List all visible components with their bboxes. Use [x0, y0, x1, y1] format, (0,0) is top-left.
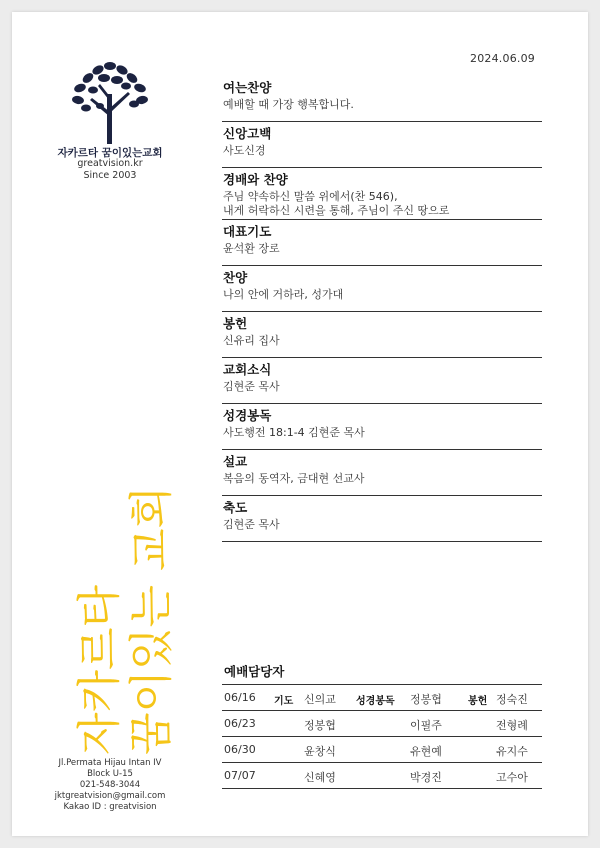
order-item-content: 나의 안에 거하라, 성가대: [223, 288, 344, 301]
duty-reading: 박경진: [410, 771, 442, 784]
duty-date: 06/16: [224, 691, 256, 704]
vertical-title-line1: 자카르타: [74, 584, 125, 755]
order-item: [222, 496, 542, 542]
order-item-title: 경배와 찬양: [223, 172, 288, 187]
order-item-title: 설교: [223, 454, 248, 469]
order-item-content: [223, 190, 449, 218]
duty-prayer: 신혜영: [304, 771, 336, 784]
order-item: [222, 404, 542, 450]
order-item-content: 예배할 때 가장 행복합니다.: [223, 98, 354, 111]
duty-date: 06/30: [224, 743, 256, 756]
duty-row: [222, 685, 542, 711]
duty-date: 06/23: [224, 717, 256, 730]
duty-prayer: 정봉협: [304, 719, 336, 732]
tree-logo-icon: [60, 56, 160, 146]
duty-offering: 전형례: [496, 719, 528, 732]
order-item-content: 복음의 동역자, 금대현 선교사: [223, 472, 365, 485]
order-item-content: 신유리 집사: [223, 334, 280, 347]
prayer-label: 기도: [274, 696, 294, 707]
order-item-title: 성경봉독: [223, 408, 272, 423]
order-item-title: 봉헌: [223, 316, 248, 331]
duty-offering: 고수아: [496, 771, 528, 784]
order-item-content: 윤석환 장로: [223, 242, 280, 255]
duty-reading: 정봉협: [410, 693, 442, 706]
order-item-title: 신앙고백: [223, 126, 272, 141]
kakao-id: Kakao ID : greatvision: [63, 802, 157, 812]
order-item-line: 주님 약속하신 말씀 위에서(찬 546),: [223, 190, 398, 203]
order-item-title: 대표기도: [223, 224, 272, 239]
duty-row: [222, 711, 542, 737]
order-item-title: 교회소식: [223, 362, 272, 377]
bulletin-date: 2024.06.09: [470, 52, 535, 65]
order-item: [222, 266, 542, 312]
duty-section-title: 예배담당자: [224, 664, 285, 679]
church-website: greatvision.kr: [77, 158, 143, 169]
email-address: jktgreatvision@gmail.com: [54, 791, 166, 801]
church-address: [40, 758, 180, 813]
offering-label: 봉헌: [468, 696, 488, 707]
order-item: [222, 312, 542, 358]
duty-date: 07/07: [224, 769, 256, 782]
vertical-title-line2: 꿈이있는 교회: [126, 485, 177, 755]
address-line1: Jl.Permata Hijau Intan IV: [58, 758, 162, 768]
reading-label: 성경봉독: [356, 696, 395, 707]
worship-order: [222, 76, 542, 542]
vertical-church-title: [70, 425, 177, 755]
order-item-title: 축도: [223, 500, 248, 515]
duty-reading: 이필주: [410, 719, 442, 732]
order-item-title: 여는찬양: [223, 80, 272, 95]
duty-offering: 유지수: [496, 745, 528, 758]
order-item-line: 내게 허락하신 시련을 통해, 주님이 주신 땅으로: [223, 204, 450, 217]
address-line2: Block U-15: [87, 769, 133, 779]
duty-prayer: 윤창식: [304, 745, 336, 758]
order-item: [222, 450, 542, 496]
order-item-content: 김현준 목사: [223, 380, 280, 393]
order-item-content: 사도신경: [223, 144, 266, 157]
order-item: [222, 168, 542, 220]
church-info: [40, 158, 180, 182]
duty-row: [222, 763, 542, 789]
order-item: [222, 122, 542, 168]
church-since: Since 2003: [83, 170, 137, 181]
order-item: [222, 220, 542, 266]
duty-offering: 정숙진: [496, 693, 528, 706]
order-item-content: 사도행전 18:1-4 김현준 목사: [223, 426, 365, 439]
church-name: 자카르타 꿈이있는교회: [57, 147, 163, 159]
order-item-content: 김현준 목사: [223, 518, 280, 531]
duty-table: [222, 684, 542, 789]
duty-row: [222, 737, 542, 763]
order-item-title: 찬양: [223, 270, 248, 285]
duty-prayer: 신의교: [304, 693, 336, 706]
order-item: [222, 76, 542, 122]
duty-reading: 유현예: [410, 745, 442, 758]
order-item: [222, 358, 542, 404]
phone-number: 021-548-3044: [79, 780, 141, 790]
